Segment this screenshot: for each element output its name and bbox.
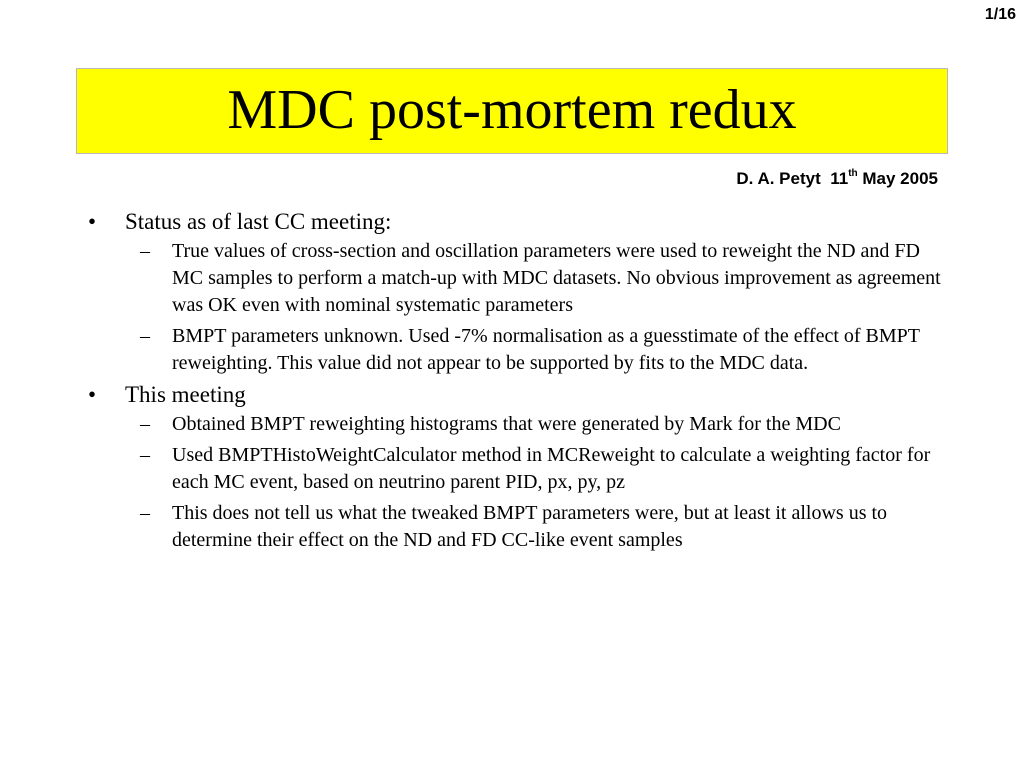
dash-marker: – bbox=[140, 502, 150, 524]
author-name: D. A. Petyt bbox=[736, 169, 821, 188]
sub-bullet-item bbox=[88, 323, 948, 377]
date-day-suffix: th bbox=[848, 168, 858, 180]
sub-bullet-text: Used BMPTHistoWeightCalculator method in MCReweight to calculate a weighting factor for each MC event, based on neutrino parent PID, px, py, pz bbox=[172, 444, 931, 493]
date-day: 11 bbox=[830, 169, 849, 188]
sub-bullet-list bbox=[125, 411, 948, 554]
bullet-item bbox=[88, 208, 948, 377]
bullet-list bbox=[88, 208, 948, 554]
slide-title: MDC post-mortem redux bbox=[227, 79, 797, 141]
dash-marker: – bbox=[140, 413, 150, 435]
sub-bullet-text: True values of cross-section and oscillation parameters were used to reweight the ND and FD MC samples to perform a match-up with MDC datasets. No obvious improvement as agreement was OK even with nominal systematic parameters bbox=[172, 240, 941, 316]
dash-marker: – bbox=[140, 240, 150, 262]
bullet-marker: • bbox=[88, 382, 97, 407]
sub-bullet-text: Obtained BMPT reweighting histograms that were generated by Mark for the MDC bbox=[172, 413, 841, 435]
date-month-year: May 2005 bbox=[862, 169, 938, 188]
dash-marker: – bbox=[140, 325, 150, 347]
sub-bullet-list bbox=[125, 238, 948, 377]
sub-bullet-item bbox=[88, 238, 948, 319]
slide-content bbox=[88, 208, 948, 558]
bullet-text: Status as of last CC meeting: bbox=[125, 209, 392, 234]
sub-bullet-item bbox=[88, 500, 948, 554]
sub-bullet-item bbox=[88, 442, 948, 496]
dash-marker: – bbox=[140, 444, 150, 466]
bullet-marker: • bbox=[88, 209, 97, 234]
bullet-text: This meeting bbox=[125, 382, 246, 407]
sub-bullet-text: BMPT parameters unknown. Used -7% normalisation as a guesstimate of the effect of BMPT reweighting. This value did not appear to be supported by fits to the MDC data. bbox=[172, 325, 920, 374]
bullet-item bbox=[88, 381, 948, 554]
page-number: 1/16 bbox=[984, 6, 1016, 23]
sub-bullet-text: This does not tell us what the tweaked BMPT parameters were, but at least it allows us to determine their effect on the ND and FD CC-like event samples bbox=[172, 502, 888, 551]
author-date-line bbox=[736, 169, 938, 189]
title-box bbox=[76, 68, 948, 154]
sub-bullet-item bbox=[88, 411, 948, 438]
